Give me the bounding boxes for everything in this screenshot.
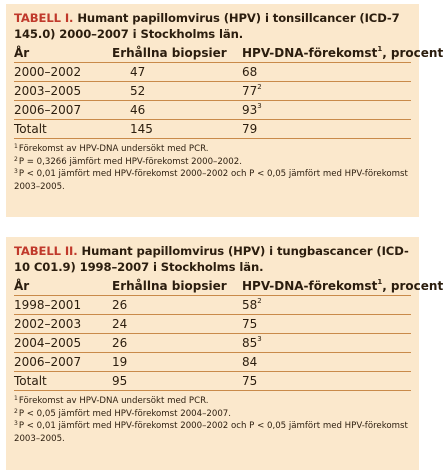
table-row [6,315,419,333]
footnote: $^3$P < 0,01 jämfört med HPV-förekomst 2000–2002 och P < 0,05 jämfört med HPV-förekomst 2003–2005. [14,420,408,444]
cell-year: 2003–2005 [14,84,82,98]
cell-year: 2006–2007 [14,103,82,117]
table-2-header-row [6,277,443,295]
cell-biopsies: 26 [112,298,128,312]
cell-year: 2006–2007 [14,355,82,369]
table-1-header-row [6,44,443,62]
table-1-body [6,44,443,139]
table-1-title: Humant papillomvirus (HPV) i tonsillcancer (ICD-7 145.0) 2000–2007 i Stockholms län. [14,11,400,41]
cell-biopsies: 52 [130,84,146,98]
table-1-footnotes [6,139,419,193]
table-total-row [6,372,419,390]
table-2-label: TABELL II. [14,244,78,258]
cell-total-prevalence: 75 [242,374,258,388]
header-prevalence: HPV-DNA-förekomst$^1$, procent [242,45,443,60]
table-2 [6,237,443,470]
cell-biopsies: 19 [112,355,128,369]
cell-prevalence: $77^2$ [242,83,262,98]
cell-year: 2002–2003 [14,317,82,331]
cell-total-label: Totalt [14,122,47,136]
table-row [6,63,419,81]
cell-total-biopsies: 95 [112,374,128,388]
cell-year: 2004–2005 [14,336,82,350]
rule [14,138,411,139]
cell-total-label: Totalt [14,374,47,388]
table-row [6,101,419,119]
table-row [6,296,419,314]
footnote: $^2$P = 0,3266 jämfört med HPV-förekomst 2000–2002. [14,155,242,167]
cell-biopsies: 46 [130,103,146,117]
table-2-title: Humant papillomvirus (HPV) i tungbascancer (ICD-10 C01.9) 1998–2007 i Stockholms län. [14,244,409,274]
cell-prevalence: $58^2$ [242,297,262,312]
header-biopsies: Erhållna biopsier [112,46,227,60]
table-row [6,353,419,371]
cell-prevalence: 68 [242,65,258,79]
table-row [6,82,419,100]
header-year: År [14,279,30,293]
header-biopsies: Erhållna biopsier [112,279,227,293]
cell-prevalence: 75 [242,317,258,331]
table-total-row [6,120,419,138]
table-2-caption [6,237,419,275]
cell-prevalence: $93^3$ [242,102,262,117]
table-1-caption [6,4,419,42]
table-1-label: TABELL I. [14,11,74,25]
cell-biopsies: 47 [130,65,146,79]
footnote: $^2$P < 0,05 jämfört med HPV-förekomst 2004–2007. [14,407,232,419]
footnote: $^1$Förekomst av HPV-DNA undersökt med PCR. [14,395,209,406]
table-2-footnotes [6,391,419,445]
cell-prevalence: 84 [242,355,258,369]
header-prevalence: HPV-DNA-förekomst$^1$, procent [242,278,443,293]
header-year: År [14,46,30,60]
cell-year: 2000–2002 [14,65,82,79]
cell-year: 1998–2001 [14,298,82,312]
cell-biopsies: 26 [112,336,128,350]
table-2-body [6,277,443,391]
footnote: $^1$Förekomst av HPV-DNA undersökt med PCR. [14,143,209,154]
footnote: $^3$P < 0,01 jämfört med HPV-förekomst 2000–2002 och P < 0,05 jämfört med HPV-förekomst 2003–2005. [14,168,408,192]
cell-biopsies: 24 [112,317,128,331]
table-1 [6,4,443,217]
cell-total-prevalence: 79 [242,122,258,136]
rule [14,390,411,391]
table-row [6,334,419,352]
cell-prevalence: $85^3$ [242,335,262,350]
cell-total-biopsies: 145 [130,122,153,136]
